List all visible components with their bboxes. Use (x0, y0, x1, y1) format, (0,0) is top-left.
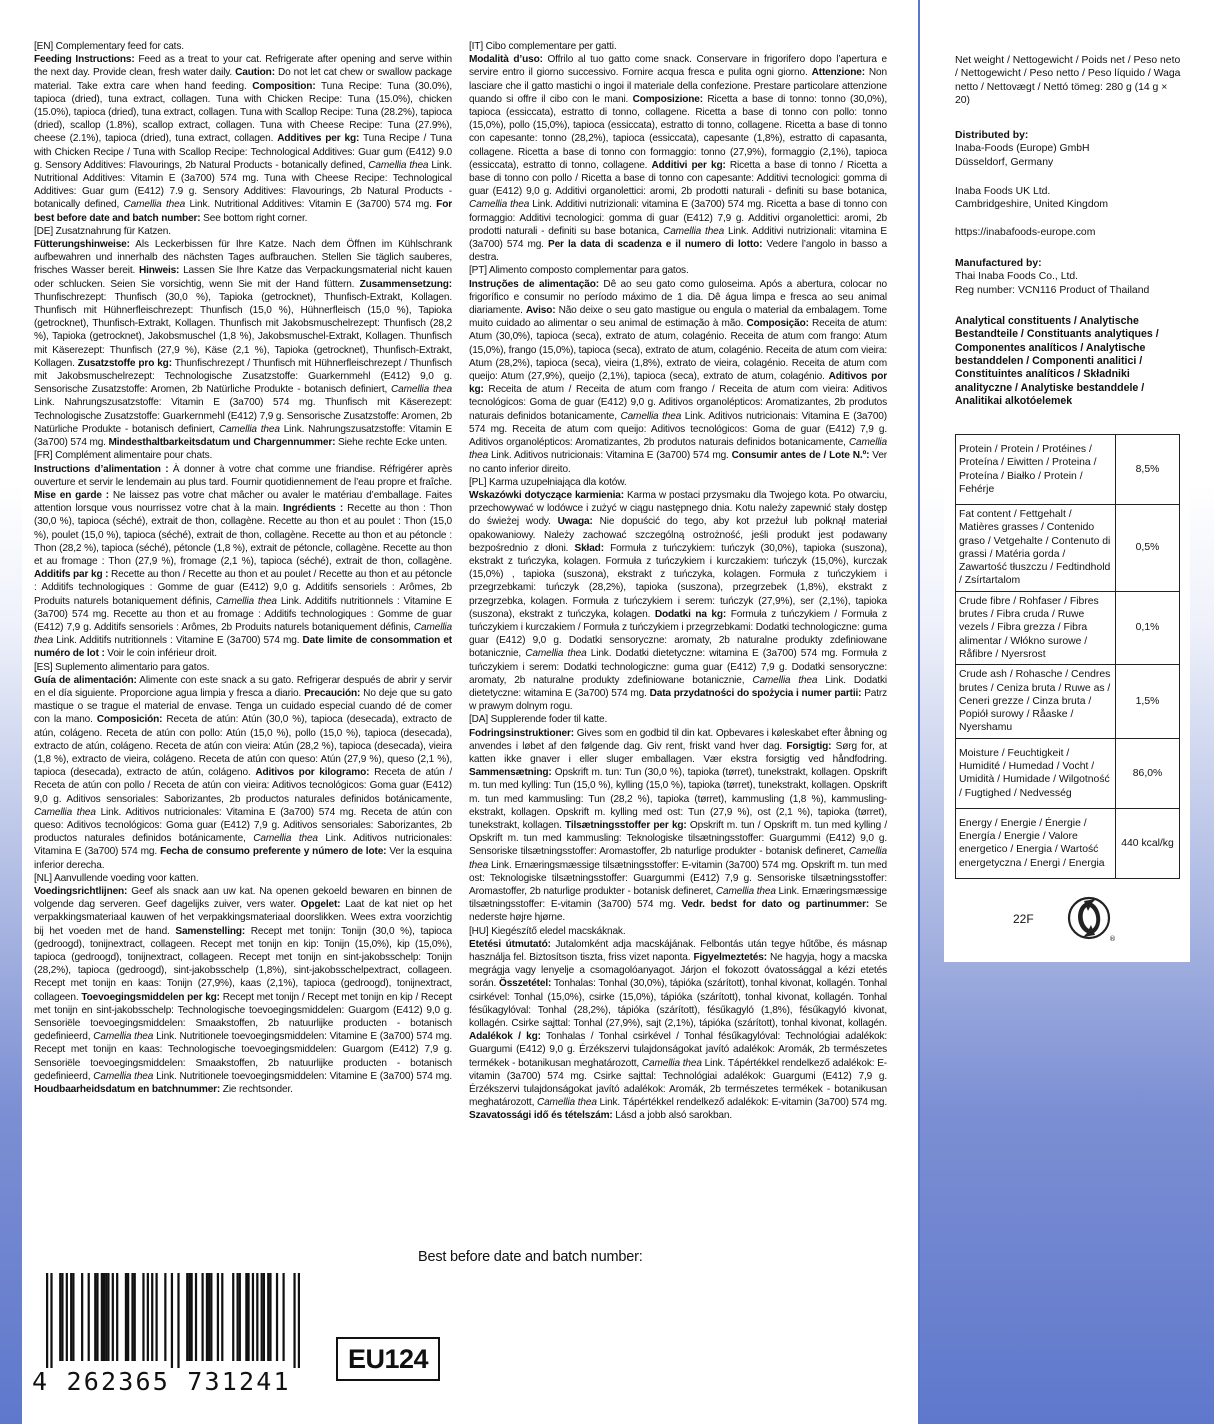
section-header: [PL] Karma uzupełniająca dla kotów. (469, 476, 627, 488)
analytic-label: Fat content / Fettgehalt / Matières grasses / Contenido graso / Vetgehalte / Contenuto di grassi / Matéria gorda / Zawartość tłuszczu / Fedtindhold / Zsírtartalom (956, 505, 1116, 592)
code-22f: 22F (1013, 912, 1034, 926)
net-weight: Net weight / Nettogewicht / Poids net / Peso neto / Nettogewicht / Peso netto / Peso líquido / Waga netto / Nettovægt / Nettó tömeg: 280 g (14 g × 20) (955, 55, 1181, 106)
analytic-label: Moisture / Feuchtigkeit / Humidité / Humedad / Vocht / Umidità / Humidade / Wilgotność / Fugtighed / Nedvesség (956, 738, 1116, 808)
analytical-table (955, 434, 1180, 879)
analytic-row (956, 505, 1180, 592)
section-header: [DA] Supplerende foder til katte. (469, 714, 608, 726)
analytic-label: Crude ash / Rohasche / Cendres brutes / Ceniza bruta / Ruwe as / Ceneri grezze / Cinza bruta / Popiół surowy / Råaske / Nyershamu (956, 665, 1116, 738)
section-header: [FR] Complément alimentaire pour chats. (34, 450, 213, 462)
analytic-value: 440 kcal/kg (1116, 808, 1180, 878)
language-section (469, 476, 887, 714)
text-column-left (34, 40, 452, 1096)
language-section (34, 449, 452, 660)
website-link[interactable]: https://inabafoods-europe.com (955, 226, 1096, 238)
language-section (469, 264, 887, 475)
section-body: Fodringsinstruktioner: Gives som en godbid til din kat. Opbevares i køleskabet efter åbning og anvendes i løbet af den følgende dag. Giv rent, friskt vand hver dag. Forsigtig: Sørg for, at katten ikke gnaver i eller sluger emballagen. Vær ekstra forsigtig ved håndfodring. Sammensætning: Opskrift m. tun: Tun (30,0 %), tapioka (tørret), tunekstrakt, kollagen. Opskrift m. tun med kylling: Tun (15,0 %), kylling (15,0 %), tapioka (tørret), tunekstrakt, kollagen. Opskrift m. tun med kammusling: Tun (28,2 %), tapioka (tørret), kammusling (1,8 %), kammusling-ekstrakt, kollagen. Opskrift m. kylling med ost: Tun (27,9 %), ost (2,1 %), tapioka (tørret), tunekstrakt, kollagen. Tilsætningsstoffer per kg: Opskrift m. tun / Opskrift m. tun med kylling / Opskrift m. tun med kammusling: Teknologiske tilsætningsstoffer: Guargummi (E412) 9,0 g. Sensoriske tilsætningsstoffer: Aromastoffer, 2b naturlige produkter - botanisk defineret, Camellia thea Link. Ernæringsmæssige tilsætningsstoffer: E-vitamin (3a700) 574 mg. Opskrift m. tun med ost: Teknologiske tilsætningsstoffer: Guargummi (E412) 7,9 g. Sensoriske tilsætningsstoffer: Aromastoffer, 2b naturlige produkter - botanisk defineret, Camellia thea Link. Ernæringsmæssige tilsætningsstoffer: E-vitamin (3a700) 574 mg. Vedr. bedst for dato og partinummer: Se nederste højre hjørne. (469, 727, 888, 924)
analytical-constituents-title: Analytical constituents / Analytische Bestandteile / Constituants analytiques / Componentes analíticos / Analytische bestanddelen / Componenti analitici / Constituintes analíticos / Składniki analityczne / Analytiske bestanddele / Analitikai alkotóelemek (955, 314, 1159, 408)
distributed-by-label: Distributed by: (955, 130, 1029, 142)
analytic-row (956, 808, 1180, 878)
column-divider (918, 0, 920, 1424)
barcode-icon (46, 1273, 300, 1368)
section-header: [PT] Alimento composto complementar para gatos. (469, 265, 689, 277)
language-section (34, 40, 452, 225)
eu-code-box: EU124 (336, 1337, 440, 1381)
language-section (34, 661, 452, 872)
section-header: [HU] Kiegészítő eledel macskáknak. (469, 925, 626, 937)
registered-mark: ® (1109, 935, 1116, 943)
analytic-row (956, 665, 1180, 738)
analytic-value: 1,5% (1116, 665, 1180, 738)
section-body: Wskazówki dotyczące karmienia: Karma w postaci przysmaku dla Twojego kota. Po otwarciu, przechowywać w lodówce i zużyć w ciągu następnego dnia. Kotu należy zapewnić stały dostęp do świeżej wody. Uwaga: Nie dopuścić do tego, aby kot przeżuł lub połknął materiał opakowaniowy. Należy zachować szczególną ostrożność, jeśli produkt jest podawany bezpośrednio z dłoni. Skład: Formuła z tuńczykiem: tuńczyk (30,0%), tapioka (suszona), ekstrakt z tuńczyka, kolagen. Formuła z tuńczykiem i kurczakiem: tuńczyk (15,0%), kurczak (15,0%) , tapioka (suszona), ekstrakt z tuńczyka, kolagen. Formuła z tuńczykiem i przegrzebkami: tuńczyk (28,2%), tapioka (suszona), przegrzebek (1,8%), ekstrakt z przegrzebka, kolagen. Formuła z tuńczykiem i serem: tuńczyk (27,9%), ser (2,1%), tapioka (suszona), ekstrakt z tuńczyka, kolagen. Dodatki na kg: Formuła z tuńczykiem / Formuła z tuńczykiem i kurczakiem / Formuła z tuńczykiem i przegrzebkami: Dodatki technologiczne: guma guar (E412) 9,0 g. Dodatki sensoryczne: aromaty, 2b naturalne produkty zdefiniowane botanicznie, Camellia thea Link. Dodatki dietetyczne: witamina E (3a700) 574 mg. Formuła z tuńczykiem i serem: Dodatki technologiczne: guma guar (E412) 7,9 g. Dodatki sensoryczne: aromaty, 2b naturalne produkty zdefiniowane botanicznie, Camellia thea Link. Dodatki dietetyczne: witamina E (3a700) 574 mg. Data przydatności do spożycia i numer partii: Patrz w prawym dolnym rogu. (469, 489, 888, 713)
text-column-middle (469, 40, 887, 1123)
section-body: Instruções de alimentação: Dê ao seu gato como guloseima. Após a abertura, colocar no frigorífico e consumir no período máximo de 1 dia. Dê água limpa e fresca ao seu animal diariamente. Aviso: Não deixe o seu gato mastigue ou engula o material da embalagem. Tome muito cuidado ao alimentar o seu animal de estimação à mão. Composição: Receita de atum: Atum (30,0%), tapioca (seca), extrato de atum, colagénio. Receita de atum com frango: Atum (15,0%), frango (15,0%), tapioca (seca), extrato de atum, colagénio. Receita de atum com vieira: Atum (28,2%), tapioca (seca), vieira (1,8%), extrato de vieira, colagénio. Receita de atum com queijo: Atum (27,9%), queijo (2,1%), tapioca (seca), extrato de atum, colagénio. Aditivos por kg: Receita de atum / Receita de atum com frango / Receita de atum com vieira: Aditivos tecnológicos: Goma de guar (E412) 9,0 g. Aditivos organolépticos: Aromatizantes, 2b produtos naturais definidos botanicamente, Camellia thea Link. Aditivos nutricionais: Vitamina E (3a700) 574 mg. Receita de atum com queijo: Aditivos tecnológicos: Goma de guar (E412) 7,9 g. Aditivos organolépticos: Aromatizantes, 2b produtos naturais definidos botanicamente, Camellia thea Link. Aditivos nutricionais: Vitamina E (3a700) 574 mg. Consumir antes de / Lote N.º: Ver no canto inferior direito. (469, 278, 887, 475)
analytic-row (956, 435, 1180, 505)
analytic-label: Protein / Protein / Protéines / Proteína / Eiwitten / Proteina / Proteína / Białko / Protein / Fehérje (956, 435, 1116, 505)
barcode (32, 1273, 300, 1398)
section-body: Etetési útmutató: Jutalomként adja macskájának. Felbontás után tegye hűtőbe, és másnap használja fel. Biztosítson tiszta, friss vizet naponta. Figyelmeztetés: Ne hagyja, hogy a macska megrágja vagy lenyelje a csomagolóanyagot. Járjon el fokozott óvatossággal a kézi etetés során. Összetétel: Tonhalas: Tonhal (30,0%), tápióka (szárított), tonhal kivonat, kollagén. Tonhal csirkével: Tonhal (15,0%), csirke (15,0%), tápióka (szárított), tonhal kivonat, kollagén. Tonhal fésűkagylóval: Tonhal (28,2%), tápióka (szárított), fésűkagyló (1,8%), fésűkagyló kivonat, kollagén. Csirke sajttal: Tonhal (27,9%), sajt (2,1%), tápióka (szárított), tonhal kivonat, kollagén. Adalékok / kg: Tonhalas / Tonhal csirkével / Tonhal fésűkagylóval: Technológiai adalékok: Guargumi (E412) 9,0 g. Érzékszervi tulajdonságokat javító adalékok: Aromák, 2b természetes termékek - botanikusan meghatározott, Camellia thea Link. Tápértékkel rendelkező adalékok: E-vitamin (3a700) 574 mg. Csirke sajttal: Technológiai adalékok: Guargumi (E412) 7,9 g. Érzékszervi tulajdonságokat javító adalékok: Aromák, 2b természetes termékek - botanikusan meghatározott, Camellia thea Link. Tápértékkel rendelkező adalékok: E-vitamin (3a700) 574 mg. Szavatossági idő és tételszám: Lásd a jobb alsó sarokban. (469, 938, 888, 1122)
section-header: [DE] Zusatznahrung für Katzen. (34, 225, 171, 237)
analytic-row (956, 738, 1180, 808)
section-header: [ES] Suplemento alimentario para gatos. (34, 661, 210, 673)
language-section (34, 225, 452, 449)
section-body: Voedingsrichtlijnen: Geef als snack aan uw kat. Na openen gekoeld bewaren en binnen de volgende dag serveren. Geef dagelijks zuiver, vers water. Opgelet: Laat de kat niet op het verpakkingsmateriaal kauwen of het verpakkingsmateriaal doorslikken. Wees extra voorzichtig bij het voeden met de hand. Samenstelling: Recept met tonijn: Tonijn (30,0 %), tapioca (gedroogd), tonijnextract, collageen. Recept met tonijn en kip: Tonijn (15,0%), kip (15,0%), tapioca (gedroogd), tonijnextract, collageen. Recept met tonijn en sint-jakobsschelp: Tonijn (28,2%), tapioca (gedroogd), sint-jakobsschelp (1,8%), sint-jakobsschelpextract, collageen. Recept met tonijn en kaas: Tonijn (27,9%), kaas (2,1%), tapioca (gedroogd), tonijnextract, collageen. Toevoegingsmiddelen per kg: Recept met tonijn / Recept met tonijn en kip / Recept met tonijn en sint-jakobsschelp: Technologische toevoegingsmiddelen: Guargom (E412) 9,0 g. Sensoriële toevoegingsmiddelen: Smaakstoffen, 2b natuurlijke producten - botanisch gedefinieerd, Camellia thea Link. Nutritionele toevoegingsmiddelen: Vitamine E (3a700) 574 mg. Recept met tonijn en kaas: Technologische toevoegingsmiddelen: Guargom (E412) 7,9 g. Sensoriële toevoegingsmiddelen: Smaakstoffen, 2b natuurlijke producten - botanisch gedefinieerd, Camellia thea Link. Nutritionele toevoegingsmiddelen: Vitamine E (3a700) 574 mg. Houdbaarheidsdatum en batchnummer: Zie rechtsonder. (34, 886, 452, 1096)
manufactured-by-label: Manufactured by: (955, 257, 1042, 269)
analytic-value: 86,0% (1116, 738, 1180, 808)
best-before-label: Best before date and batch number: (418, 1249, 643, 1265)
distributor-eu: Inaba-Foods (Europe) GmbH Düsseldorf, Germany (955, 143, 1090, 168)
section-header: [IT] Cibo complementare per gatti. (469, 41, 617, 52)
section-body: Instructions d’alimentation : À donner à votre chat comme une friandise. Réfrigérer après ouverture et servir le lendemain au plus tard. Fournir quotidiennement de l’eau propre et fraîche. Mise en garde : Ne laissez pas votre chat mâcher ou avaler le matériau d’emballage. Faites attention lorsque vous nourrissez votre chat à la main. Ingrédients : Recette au thon : Thon (30,0 %), tapioca (séché), extrait de thon, collagène. Recette au thon et au poulet : Thon (15,0 %), poulet (15,0 %), tapioca (séché), extrait de thon, collagène. Recette au thon et au pétoncle : Thon (28,2 %), tapioca (séché), pétoncle (1,8 %), extrait de pétoncle, collagène. Recette au thon et au fromage : Thon (27,9 %), fromage (2,1 %), tapioca (séché), extrait de thon, collagène. Additifs par kg : Recette au thon / Recette au thon et au poulet / Recette au thon et au pétoncle : Additifs technologiques : Gomme de guar (E412) 9,0 g. Additifs sensoriels : Arômes, 2b Produits naturels botaniquement définis, Camellia thea Link. Additifs nutritionnels : Vitamine E (3a700) 574 mg. Recette au thon et au fromage : Additifs technologiques : Gomme de guar (E412) 7,9 g. Additifs sensoriels : Arômes, 2b Produits naturels botaniquement définis, Camellia thea Link. Additifs nutritionnels : Vitamine E (3a700) 574 mg. Date limite de consommation et numéro de lot : Voir le coin inférieur droit. (34, 463, 452, 660)
section-header: [EN] Complementary feed for cats. (34, 41, 184, 52)
analytic-row (956, 591, 1180, 664)
analytic-label: Energy / Energie / Énergie / Energía / Energie / Valore energetico / Energia / Wartość energetyczna / Energi / Energia (956, 808, 1116, 878)
analytic-label: Crude fibre / Rohfaser / Fibres brutes / Fibra cruda / Ruwe vezels / Fibra grezza / Fibra alimentar / Włókno surowe / Råfibre / Nyersrost (956, 591, 1116, 664)
section-body: Fütterungshinweise: Als Leckerbissen für Ihre Katze. Nach dem Öffnen im Kühlschrank aufbewahren und innerhalb des nächsten Tages aufbrauchen. Stellen Sie täglich sauberes, frisches Wasser bereit. Hinweis: Lassen Sie Ihre Katze das Verpackungsmaterial nicht kauen oder schlucken. Seien Sie vorsichtig, wenn Sie mit der Hand füttern. Zusammensetzung: Thunfischrezept: Thunfisch (30,0 %), Tapioka (getrocknet), Thunfisch-Extrakt, Kollagen. Thunfisch mit Hühnerfleischrezept: Thunfisch (15,0 %), Hühnerfleisch (15,0 %), Tapioka (getrocknet), Thunfisch-Extrakt, Kollagen. Thunfisch mit Jakobsmuschelrezept: Thunfisch (28,2 %), Tapioka (getrocknet), Jakobsmuschel (1,8 %), Jakobsmuschel-Extrakt, Kollagen. Thunfisch mit Käserezept: Thunfisch (27,9 %), Käse (2,1 %), Tapioka (getrocknet), Thunfisch-Extrakt, Kollagen. Zusatzstoffe pro kg: Thunfischrezept / Thunfisch mit Hühnerfleischrezept / Thunfisch mit Jakobsmuschelrezept: Technologische Zusatzstoffe: Guarkernmehl (E412) 9,0 g. Sensorische Zusatzstoffe: Aromen, 2b Natürliche Produkte - botanisch definiert, Camellia thea Link. Nahrungszusatzstoffe: Vitamin E (3a700) 574 mg. Thunfisch mit Käserezept: Technologische Zusatzstoffe: Guarkernmehl (E412) 7,9 g. Sensorische Zusatzstoffe: Aromen, 2b Natürliche Produkte - botanisch definiert, Camellia thea Link. Nahrungszusatzstoffe: Vitamin E (3a700) 574 mg. Mindesthaltbarkeitsdatum und Chargennummer: Siehe rechte Ecke unten. (34, 239, 452, 449)
manufacturer: Thai Inaba Foods Co., Ltd. Reg number: VCN116 Product of Thailand (955, 271, 1150, 296)
barcode-number: 4 262365 731241 (32, 1367, 291, 1396)
analytic-value: 0,5% (1116, 505, 1180, 592)
section-body: Modalità d’uso: Offrilo al tuo gatto come snack. Conservare in frigorifero dopo l’apertura e servire entro il giorno successivo. Fornire acqua fresca e pulita ogni giorno. Attenzione: Non lasciare che il gatto mastichi o ingoi il materiale della confezione. Prestare particolare attenzione quando si offre il cibo con le mani. Composizione: Ricetta a base di tonno: tonno (30,0%), tapioca (essiccata), estratto di tonno, collagene. Ricetta a base di tonno con pollo: tonno (15,0%), pollo (15,0%), tapioca (essiccata), estratto di tonno, collagene. Ricetta a base di tonno con capesante: tonno (28,2%), tapioca (essiccata), capesante (1,8%), estratto di capasanta, collagene. Ricetta a base di tonno con formaggio: tonno (27,9%), formaggio (2,1%), tapioca (essiccata), estratto di tonno, collagene. Additivi per kg: Ricetta a base di tonno / Ricetta a base di tonno con pollo / Ricetta a base di tonno con capesante: Additivi tecnologici: gomma di guar (E412) 9,0 g. Additivi organolettici: aromi, 2b prodotti naturali - definiti su base botanica, Camellia thea Link. Additivi nutrizionali: vitamina E (3a700) 574 mg. Ricetta a base di tonno con formaggio: Additivi tecnologici: gomma di guar (E412) 7,9 g. Additivi organolettici: aromi, 2b prodotti naturali - definiti su base botanica, Camellia thea Link. Additivi nutrizionali: vitamina E (3a700) 574 mg. Per la data di scadenza e il numero di lotto: Vedere l’angolo in basso a destra. (469, 54, 887, 264)
language-section (34, 872, 452, 1096)
analytic-value: 8,5% (1116, 435, 1180, 505)
distributor-uk: Inaba Foods UK Ltd. Cambridgeshire, United Kingdom (955, 186, 1109, 211)
language-section (469, 713, 887, 924)
recycle-green-dot-icon (1065, 893, 1117, 945)
section-body: Guía de alimentación: Alimente con este snack a su gato. Refrigerar después de abrir y servir en el día siguiente. Proporcione agua limpia y fresca a diario. Precaución: No deje que su gato mastique o se trague el material de envase. Tenga un cuidado especial cuando dé de comer con la mano. Composición: Receta de atún: Atún (30,0 %), tapioca (desecada), extracto de atún, colágeno. Receta de atún con pollo: Atún (15,0 %), pollo (15,0 %), tapioca (desecada), extracto de atún, colágeno. Receta de atún con vieira: Atún (28,2 %), tapioca (desecada), vieira (1,8 %), extracto de vieira, colágeno. Receta de atún con queso: Atún (27,9 %), queso (2,1 %), tapioca (desecada), extracto de atún, colágeno. Aditivos por kilogramo: Receta de atún / Receta de atún con pollo / Receta de atún con vieira: Aditivos tecnológicos: Goma guar (E412) 9,0 g. Aditivos sensoriales: Saborizantes, 2b productos naturales definidos botánicamente, Camellia thea Link. Aditivos nutricionales: Vitamina E (3a700) 574 mg. Receta de atún con queso: Aditivos tecnológicos: Goma guar (E412) 7,9 g. Aditivos sensoriales: Saborizantes, 2b productos naturales definidos botánicamente, Camellia thea Link. Aditivos nutricionales: Vitamina E (3a700) 574 mg. Fecha de consumo preferente y número de lote: Ver la esquina inferior derecha. (34, 674, 452, 871)
language-section (469, 40, 887, 264)
info-card (944, 40, 1190, 962)
section-body: Feeding Instructions: Feed as a treat to your cat. Refrigerate after opening and serve within the next day. Provide clean, fresh water daily. Caution: Do not let cat chew or swallow package material. Take extra care when hand feeding. Composition: Tuna Recipe: Tuna (30.0%), tapioca (dried), tuna extract, collagen. Tuna with Chicken Recipe: Tuna (15.0%), chicken (15.0%), tapioca (dried), tuna extract, collagen. Tuna with Scallop Recipe: Tuna (28.2%), tapioca (dried), scallop (1.8%), scallop extract, collagen. Tuna with Cheese Recipe: Tuna (27.9%), cheese (2.1%), tapioca (dried), tuna extract, collagen. Additives per kg: Tuna Recipe / Tuna with Chicken Recipe / Tuna with Scallop Recipe: Technological Additives: Guar gum (E412) 9.0 g. Sensory Additives: Flavourings, 2b Natural Products - botanically defined, Camellia thea Link. Nutritional Additives: Vitamin E (3a700) 574 mg. Tuna with Cheese Recipe: Technological Additives: Guar gum (E412) 7.9 g. Sensory Additives: Flavourings, 2b Natural Products - botanically defined, Camellia thea Link. Nutritional Additives: Vitamin E (3a700) 574 mg. For best before date and batch number: See bottom right corner. (34, 54, 452, 224)
analytic-value: 0,1% (1116, 591, 1180, 664)
section-header: [NL] Aanvullende voeding voor katten. (34, 872, 199, 884)
language-section (469, 925, 887, 1123)
